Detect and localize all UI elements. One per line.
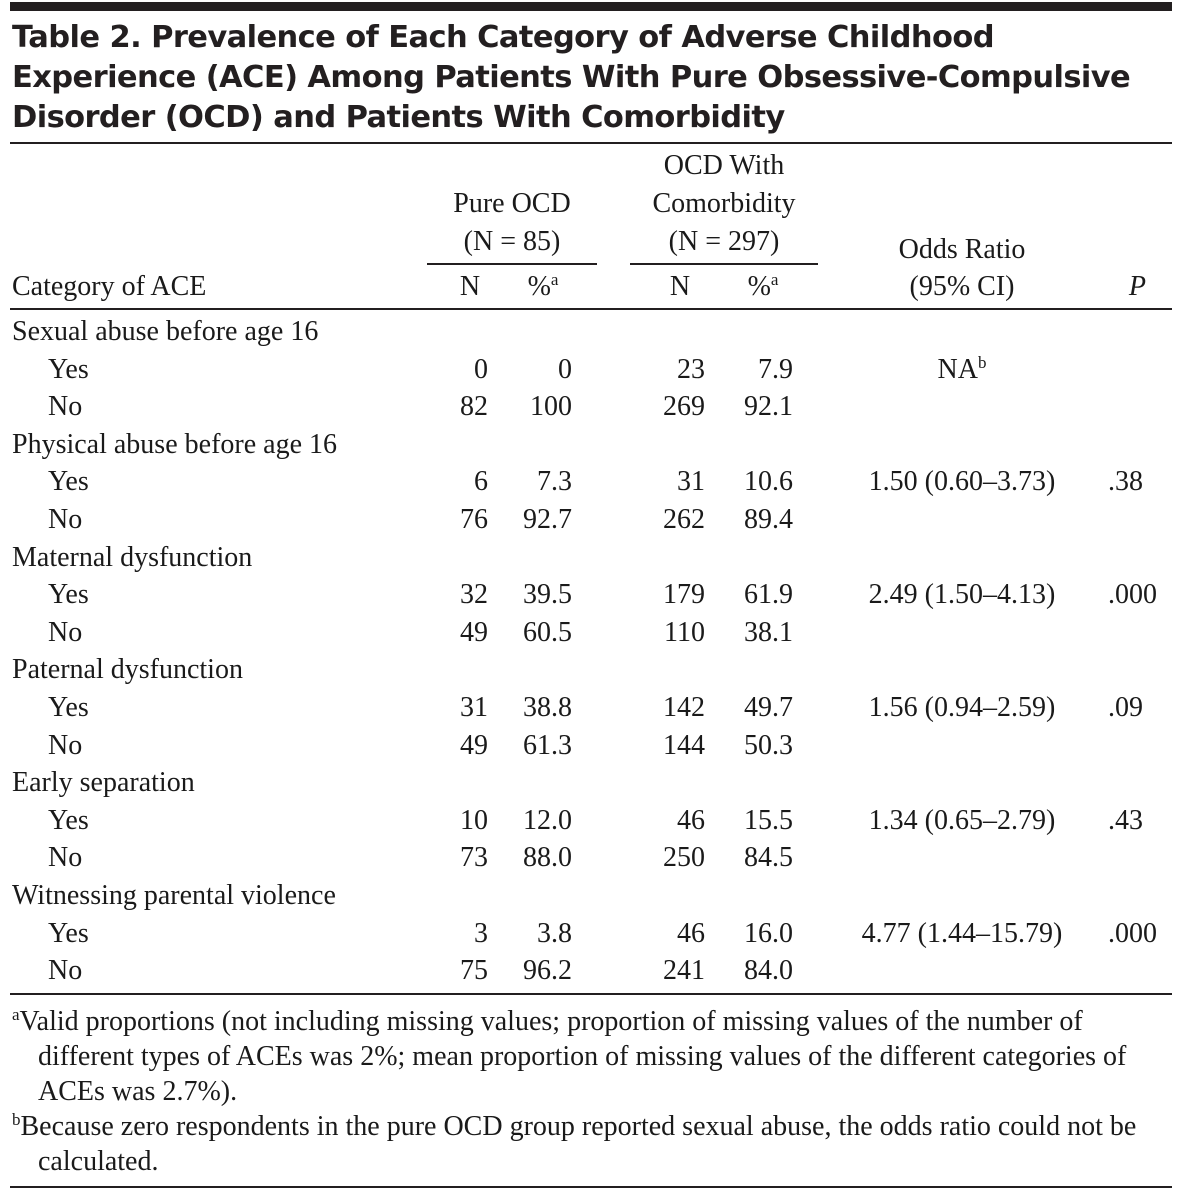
cell-pct-pure: 61.3 xyxy=(523,730,572,761)
cell-n-pure: 49 xyxy=(460,730,488,761)
cell-odds-ratio-value: 1.50 (0.60–3.73) xyxy=(868,466,1056,497)
cell-odds-ratio-value: 1.56 (0.94–2.59) xyxy=(868,692,1056,723)
cell-n-comorb: 110 xyxy=(664,617,705,648)
cell-odds-ratio xyxy=(832,916,1092,952)
header-comorb-line1: OCD With xyxy=(663,150,785,181)
cell-odds-ratio xyxy=(832,577,1092,613)
cell-p-value: .000 xyxy=(1108,918,1157,949)
cell-pct-comorb: 89.4 xyxy=(744,504,793,535)
row-label: No xyxy=(48,504,83,535)
row-label: Yes xyxy=(48,579,89,610)
cell-n-pure: 0 xyxy=(474,354,488,385)
category-label: Witnessing parental violence xyxy=(12,880,336,911)
row-label: No xyxy=(48,730,83,761)
cell-pct-pure: 12.0 xyxy=(523,805,572,836)
cell-n-comorb: 46 xyxy=(677,918,705,949)
category-label: Maternal dysfunction xyxy=(12,542,253,573)
header-pct-pure: %$^a$ xyxy=(527,270,559,302)
cell-pct-comorb: 92.1 xyxy=(744,391,793,422)
header-comorb-underline xyxy=(630,263,818,265)
cell-n-comorb: 179 xyxy=(663,579,705,610)
header-odds-ratio-line1: Odds Ratio xyxy=(898,234,1026,265)
bottom-rule xyxy=(10,1186,1172,1188)
cell-pct-pure: 38.8 xyxy=(523,692,572,723)
header-pct-comorb: %$^a$ xyxy=(747,270,779,302)
row-label: Yes xyxy=(48,692,89,723)
title-rule xyxy=(10,142,1172,144)
cell-n-pure: 31 xyxy=(460,692,488,723)
cell-n-pure: 32 xyxy=(460,579,488,610)
cell-n-comorb: 46 xyxy=(677,805,705,836)
cell-p-value: .000 xyxy=(1108,579,1157,610)
cell-p-value: .38 xyxy=(1108,466,1143,497)
cell-pct-pure: 100 xyxy=(530,391,572,422)
cell-pct-pure: 60.5 xyxy=(523,617,572,648)
header-odds-ratio-line2: (95% CI) xyxy=(909,271,1015,302)
footnote-b: $^b$Because zero respondents in the pure OCD group reported sexual abuse, the odds ratio could not be calculated. xyxy=(12,1110,1137,1177)
cell-n-pure: 76 xyxy=(460,504,488,535)
cell-pct-comorb: 49.7 xyxy=(744,692,793,723)
row-label: No xyxy=(48,955,83,986)
row-label: Yes xyxy=(48,354,89,385)
cell-p-value: .43 xyxy=(1108,805,1143,836)
header-n-pure: N xyxy=(459,271,481,302)
header-pure-ocd-line2: (N = 85) xyxy=(463,226,561,257)
cell-p-value: .09 xyxy=(1108,692,1143,723)
cell-odds-ratio xyxy=(832,803,1092,839)
cell-n-pure: 75 xyxy=(460,955,488,986)
cell-pct-comorb: 84.0 xyxy=(744,955,793,986)
cell-n-pure: 10 xyxy=(460,805,488,836)
header-comorb-line3: (N = 297) xyxy=(668,226,780,257)
cell-odds-ratio-value: 4.77 (1.44–15.79) xyxy=(861,918,1063,949)
cell-n-comorb: 142 xyxy=(663,692,705,723)
cell-pct-comorb: 10.6 xyxy=(744,466,793,497)
category-label: Sexual abuse before age 16 xyxy=(12,316,319,347)
cell-n-comorb: 241 xyxy=(663,955,705,986)
cell-odds-ratio xyxy=(832,352,1092,388)
cell-pct-comorb: 7.9 xyxy=(758,354,793,385)
row-label: Yes xyxy=(48,466,89,497)
cell-odds-ratio-value: 1.34 (0.65–2.79) xyxy=(868,805,1056,836)
cell-odds-ratio-value: 2.49 (1.50–4.13) xyxy=(868,579,1056,610)
cell-n-comorb: 262 xyxy=(663,504,705,535)
cell-pct-pure: 7.3 xyxy=(537,466,572,497)
cell-pct-pure: 96.2 xyxy=(523,955,572,986)
cell-odds-ratio-value: NA xyxy=(937,354,978,385)
row-label: No xyxy=(48,842,83,873)
row-label: No xyxy=(48,617,83,648)
cell-odds-ratio-footnote-mark: b xyxy=(977,353,987,372)
cell-odds-ratio xyxy=(832,464,1092,500)
cell-n-pure: 6 xyxy=(474,466,488,497)
cell-pct-comorb: 50.3 xyxy=(744,730,793,761)
category-label: Physical abuse before age 16 xyxy=(12,429,337,460)
row-label: Yes xyxy=(48,805,89,836)
footnote-a: $^a$Valid proportions (not including missing values; proportion of missing values of the number of different types of ACEs was 2%; mean proportion of missing values of the different categories of ACEs was 2.7%). xyxy=(12,1005,1127,1107)
cell-pct-comorb: 84.5 xyxy=(744,842,793,873)
cell-pct-comorb: 15.5 xyxy=(744,805,793,836)
table-title: Table 2. Prevalence of Each Category of Adverse Childhood Experience (ACE) Among Patients With Pure Obsessive-Compulsive Disorder (OCD) and Patients With Comorbidity xyxy=(12,20,1131,135)
cell-n-pure: 49 xyxy=(460,617,488,648)
cell-n-pure: 73 xyxy=(460,842,488,873)
cell-n-comorb: 23 xyxy=(677,354,705,385)
header-pure-ocd-underline xyxy=(427,263,597,265)
cell-n-comorb: 269 xyxy=(663,391,705,422)
category-label: Early separation xyxy=(12,767,195,798)
header-pure-ocd-line1: Pure OCD xyxy=(453,188,571,219)
header-rule xyxy=(10,308,1172,310)
cell-n-comorb: 250 xyxy=(663,842,705,873)
cell-pct-pure: 92.7 xyxy=(523,504,572,535)
cell-n-pure: 3 xyxy=(474,918,488,949)
header-n-comorb: N xyxy=(669,271,691,302)
category-label: Paternal dysfunction xyxy=(12,654,243,685)
row-label: No xyxy=(48,391,83,422)
cell-pct-pure: 88.0 xyxy=(523,842,572,873)
cell-odds-ratio xyxy=(832,690,1092,726)
cell-n-comorb: 144 xyxy=(663,730,705,761)
cell-pct-pure: 0 xyxy=(558,354,572,385)
header-category: Category of ACE xyxy=(12,271,207,302)
cell-pct-comorb: 61.9 xyxy=(744,579,793,610)
cell-pct-pure: 3.8 xyxy=(537,918,572,949)
header-p: P xyxy=(1128,271,1146,302)
cell-n-pure: 82 xyxy=(460,391,488,422)
cell-pct-pure: 39.5 xyxy=(523,579,572,610)
cell-n-comorb: 31 xyxy=(677,466,705,497)
footer-rule xyxy=(10,993,1172,995)
cell-pct-comorb: 38.1 xyxy=(744,617,793,648)
cell-pct-comorb: 16.0 xyxy=(744,918,793,949)
row-label: Yes xyxy=(48,918,89,949)
header-comorb-line2: Comorbidity xyxy=(652,188,796,219)
top-thick-rule xyxy=(10,2,1172,11)
